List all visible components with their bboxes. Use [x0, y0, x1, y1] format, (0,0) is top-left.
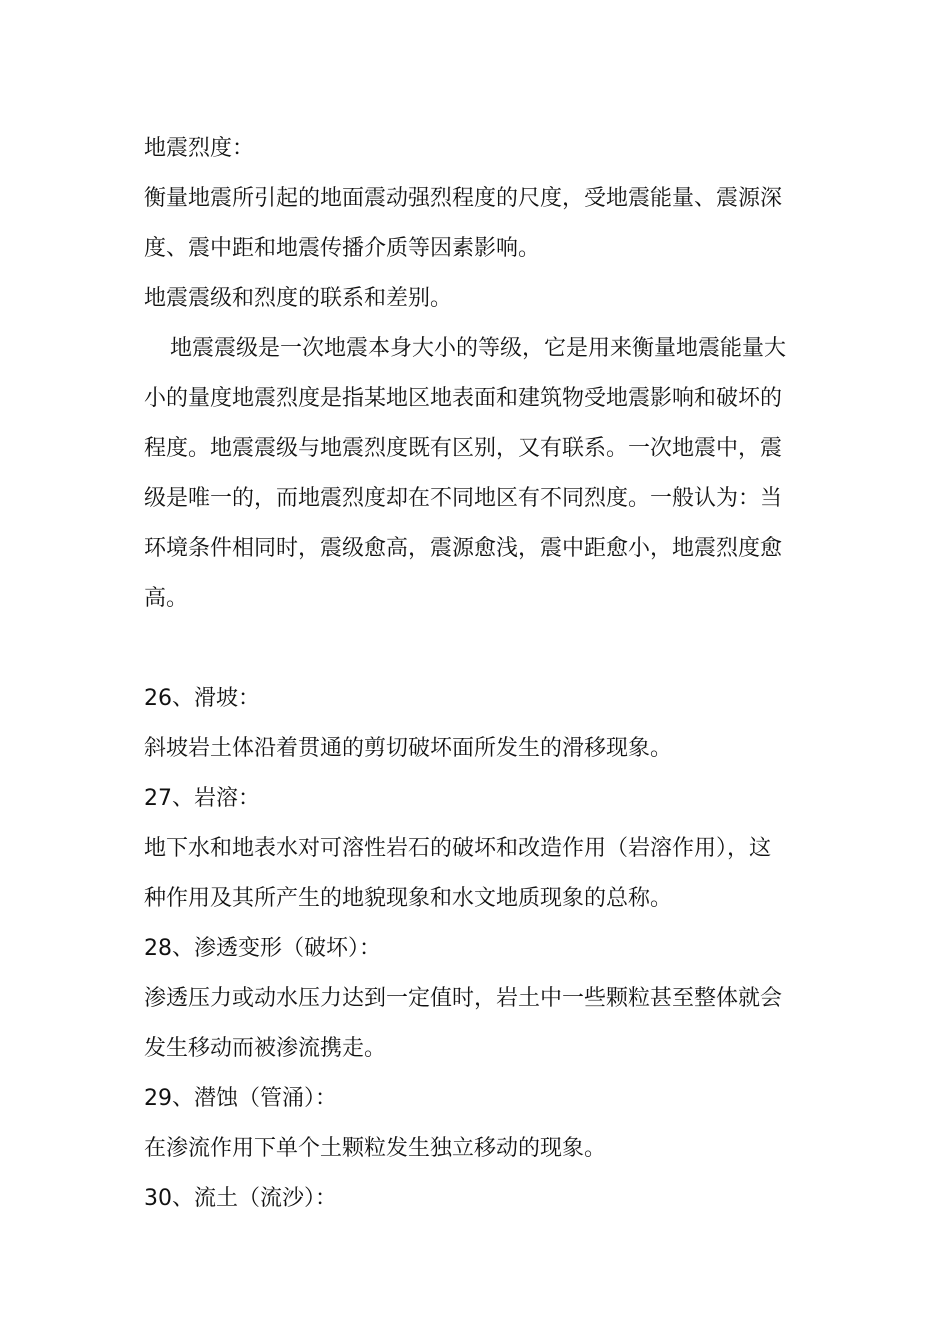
paragraph-line: 衡量地震所引起的地面震动强烈程度的尺度，受地震能量、震源深 [144, 186, 783, 211]
section-heading-magnitude-vs-intensity: 地震震级和烈度的联系和差别。 [144, 286, 453, 311]
paragraph-line: 地下水和地表水对可溶性岩石的破坏和改造作用（岩溶作用），这 [144, 836, 772, 861]
paragraph-line: 在渗流作用下单个土颗粒发生独立移动的现象。 [144, 1136, 607, 1161]
term-heading-quicksand: 30、流土（流沙）： [144, 1186, 337, 1211]
term-heading-landslide: 26、滑坡： [144, 686, 260, 711]
paragraph-line: 环境条件相同时，震级愈高，震源愈浅，震中距愈小，地震烈度愈 [144, 536, 783, 561]
term-heading-seepage-deformation: 28、渗透变形（破坏）： [144, 936, 381, 961]
document-body [144, 124, 804, 1224]
paragraph-line: 程度。地震震级与地震烈度既有区别，又有联系。一次地震中，震 [144, 436, 783, 461]
term-heading-karst: 27、岩溶： [144, 786, 260, 811]
term-heading-seismic-intensity: 地震烈度： [144, 136, 255, 161]
paragraph-line: 种作用及其所产生的地貌现象和水文地质现象的总称。 [144, 886, 673, 911]
paragraph-line: 级是唯一的，而地震烈度却在不同地区有不同烈度。一般认为：当 [144, 486, 783, 511]
paragraph-line: 发生移动而被渗流携走。 [144, 1036, 387, 1061]
paragraph-line: 斜坡岩土体沿着贯通的剪切破坏面所发生的滑移现象。 [144, 736, 673, 761]
paragraph-line: 地震震级是一次地震本身大小的等级，它是用来衡量地震能量大 [170, 336, 787, 361]
term-heading-piping: 29、潜蚀（管涌）： [144, 1086, 337, 1111]
paragraph-line: 渗透压力或动水压力达到一定值时，岩土中一些颗粒甚至整体就会 [144, 986, 783, 1011]
paragraph-line: 高。 [144, 586, 189, 611]
paragraph-line: 度、震中距和地震传播介质等因素影响。 [144, 236, 541, 261]
paragraph-line: 小的量度地震烈度是指某地区地表面和建筑物受地震影响和破坏的 [144, 386, 783, 411]
blank-line [144, 624, 804, 674]
